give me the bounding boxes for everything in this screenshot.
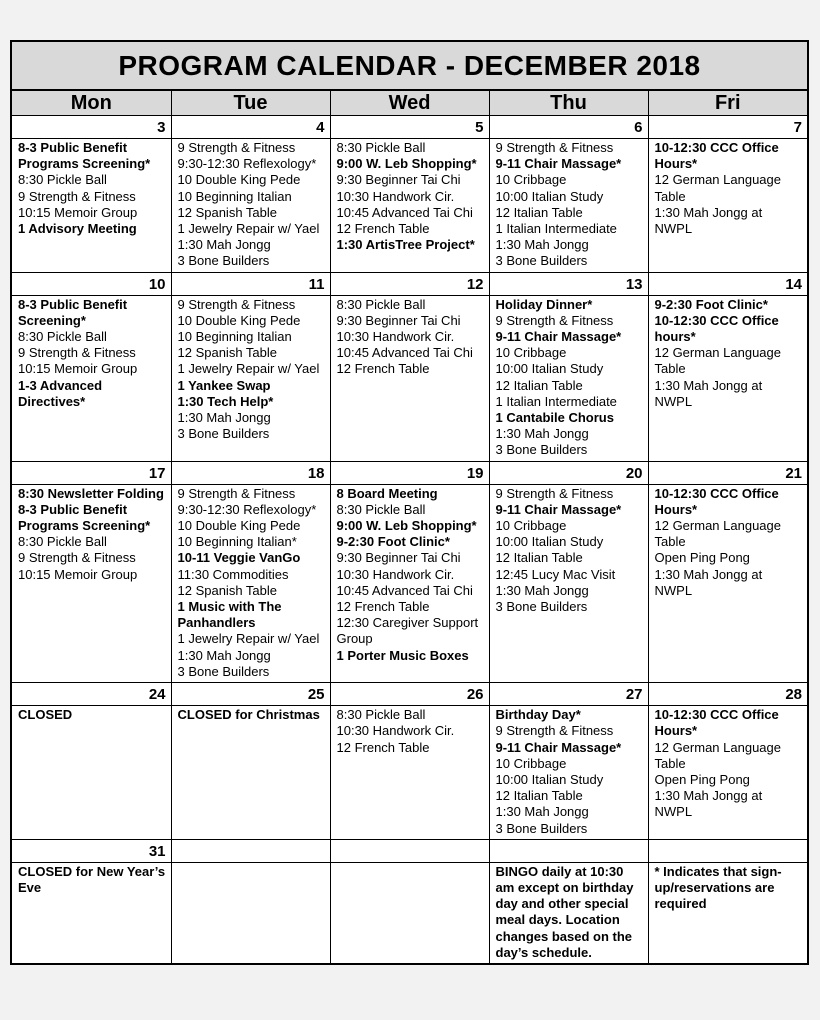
weekday-header: Wed — [330, 91, 489, 116]
event-entry: 10:15 Memoir Group — [18, 204, 138, 220]
event-entry: 9 Strength & Fitness — [177, 485, 296, 501]
day-entries — [172, 863, 330, 866]
event-entry: 1:30 Mah Jongg — [177, 237, 271, 253]
event-entry: 8:30 Pickle Ball — [336, 296, 426, 312]
day-number: 12 — [331, 273, 489, 296]
day-entries — [490, 296, 648, 461]
day-number — [331, 840, 489, 863]
day-cell — [12, 461, 171, 682]
day-cell — [648, 116, 807, 273]
event-entry: 12 Spanish Table — [177, 204, 278, 220]
calendar-title: PROGRAM CALENDAR - DECEMBER 2018 — [12, 42, 807, 91]
event-entry: 9 Strength & Fitness — [495, 312, 614, 328]
day-cell — [489, 461, 648, 682]
day-cell — [648, 839, 807, 963]
day-cell — [489, 116, 648, 273]
week-row — [12, 461, 807, 682]
day-number: 11 — [172, 273, 330, 296]
day-entries — [649, 485, 808, 601]
event-entry: 3 Bone Builders — [495, 599, 588, 615]
day-cell — [489, 683, 648, 840]
event-entry: 9-11 Chair Massage* — [495, 156, 622, 172]
event-entry: 11:30 Commodities — [177, 566, 289, 582]
event-entry: 1 Jewelry Repair w/ Yael — [177, 221, 320, 237]
day-entries — [172, 485, 330, 682]
calendar-grid — [12, 91, 807, 963]
day-number: 18 — [172, 462, 330, 485]
event-entry: 3 Bone Builders — [495, 253, 588, 269]
day-cell — [171, 839, 330, 963]
event-entry: 9:00 W. Leb Shopping* — [336, 518, 477, 534]
event-entry: 9:30-12:30 Reflexology* — [177, 501, 317, 517]
week-row — [12, 116, 807, 273]
event-entry: 1-3 Advanced Directives* — [18, 377, 103, 409]
day-cell — [12, 272, 171, 461]
day-cell — [330, 683, 489, 840]
day-number: 28 — [649, 683, 808, 706]
event-entry: 12 Italian Table — [495, 788, 583, 804]
event-entry: 1 Jewelry Repair w/ Yael — [177, 361, 320, 377]
event-entry: 1:30 Tech Help* — [177, 393, 274, 409]
event-entry: Open Ping Pong — [654, 771, 750, 787]
event-entry: 12 Spanish Table — [177, 582, 278, 598]
event-entry: 1:30 Mah Jongg — [177, 647, 271, 663]
day-entries — [331, 863, 489, 866]
event-entry: 10 Beginning Italian — [177, 329, 292, 345]
day-number: 10 — [12, 273, 171, 296]
event-entry: 3 Bone Builders — [495, 442, 588, 458]
day-entries — [649, 706, 808, 822]
event-entry: 9-11 Chair Massage* — [495, 329, 622, 345]
event-entry: 10 Double King Pede — [177, 172, 301, 188]
event-entry: 9 Strength & Fitness — [177, 296, 296, 312]
weekday-header: Tue — [171, 91, 330, 116]
event-entry: 1:30 Mah Jongg — [495, 237, 589, 253]
event-entry: 8-3 Public Benefit Programs Screening* — [18, 140, 151, 172]
event-entry: BINGO daily at 10:30 am except on birthday day and other special meal days. Location changes based on the day’s schedule. — [495, 863, 634, 960]
event-entry: 10:45 Advanced Tai Chi — [336, 345, 473, 361]
week-row — [12, 839, 807, 963]
event-entry: 10 Double King Pede — [177, 312, 301, 328]
day-cell — [330, 839, 489, 963]
event-entry: 8:30 Pickle Ball — [336, 707, 426, 723]
event-entry: 9 Strength & Fitness — [177, 140, 296, 155]
day-entries — [331, 706, 489, 758]
event-entry: 10:00 Italian Study — [495, 534, 604, 550]
event-entry: 1:30 ArtisTree Project* — [336, 237, 475, 253]
event-entry: 12 Italian Table — [495, 204, 583, 220]
event-entry: 9-2:30 Foot Clinic* — [336, 534, 450, 550]
event-entry: 8-3 Public Benefit Programs Screening* — [18, 501, 151, 534]
event-entry: 1:30 Mah Jongg at NWPL — [654, 204, 763, 237]
event-entry: 10-12:30 CCC Office Hours* — [654, 485, 779, 517]
event-entry: 1 Jewelry Repair w/ Yael — [177, 631, 320, 647]
day-entries — [331, 485, 489, 666]
weekday-header: Fri — [648, 91, 807, 116]
week-row — [12, 272, 807, 461]
event-entry: 9 Strength & Fitness — [495, 485, 614, 501]
event-entry: 3 Bone Builders — [177, 426, 270, 442]
day-entries — [649, 296, 808, 412]
event-entry: 12 French Table — [336, 739, 430, 755]
event-entry: CLOSED — [18, 707, 73, 723]
event-entry: 1:30 Mah Jongg — [495, 582, 589, 598]
program-calendar — [10, 40, 809, 965]
event-entry: 10-12:30 CCC Office Hours* — [654, 140, 779, 172]
event-entry: 12 German Language Table — [654, 172, 781, 204]
day-cell — [330, 461, 489, 682]
event-entry: 10 Cribbage — [495, 755, 567, 771]
day-cell — [171, 272, 330, 461]
event-entry: 3 Bone Builders — [177, 253, 270, 269]
day-cell — [489, 272, 648, 461]
event-entry: 10-12:30 CCC Office Hours* — [654, 707, 779, 739]
event-entry: 9:00 W. Leb Shopping* — [336, 156, 477, 172]
day-cell — [330, 272, 489, 461]
event-entry: 10:45 Advanced Tai Chi — [336, 204, 473, 220]
event-entry: 10:30 Handwork Cir. — [336, 566, 455, 582]
event-entry: 8:30 Pickle Ball — [18, 172, 107, 188]
event-entry: 9:30 Beginner Tai Chi — [336, 312, 461, 328]
event-entry: 1 Italian Intermediate — [495, 393, 617, 409]
day-number: 5 — [331, 116, 489, 139]
day-entries — [12, 296, 171, 412]
event-entry: 9 Strength & Fitness — [495, 140, 614, 155]
event-entry: 8:30 Pickle Ball — [18, 329, 107, 345]
day-cell — [648, 683, 807, 840]
event-entry: 12 German Language Table — [654, 739, 781, 771]
day-entries — [490, 139, 648, 272]
day-number: 24 — [12, 683, 171, 706]
day-entries — [172, 296, 330, 445]
event-entry: 12 Italian Table — [495, 377, 583, 393]
event-entry: Birthday Day* — [495, 707, 581, 723]
day-entries — [12, 863, 171, 898]
event-entry: 9-2:30 Foot Clinic* — [654, 296, 768, 312]
day-number: 13 — [490, 273, 648, 296]
event-entry: 12 Spanish Table — [177, 345, 278, 361]
event-entry: 10 Double King Pede — [177, 518, 301, 534]
day-cell — [171, 461, 330, 682]
event-entry: * Indicates that sign-up/reservations are required — [654, 863, 782, 912]
event-entry: 8-3 Public Benefit Screening* — [18, 296, 128, 328]
event-entry: 1:30 Mah Jongg at NWPL — [654, 566, 763, 598]
event-entry: 12 German Language Table — [654, 518, 781, 550]
event-entry: 9 Strength & Fitness — [18, 188, 136, 204]
day-cell — [12, 683, 171, 840]
day-number: 17 — [12, 462, 171, 485]
day-cell — [171, 116, 330, 273]
event-entry: 1:30 Mah Jongg — [495, 804, 589, 820]
event-entry: 1 Music with The Panhandlers — [177, 599, 282, 631]
weekday-header-row — [12, 91, 807, 116]
day-entries — [331, 139, 489, 255]
day-number: 31 — [12, 840, 171, 863]
event-entry: 10:15 Memoir Group — [18, 566, 138, 582]
event-entry: CLOSED for Christmas — [177, 707, 320, 723]
event-entry: 10:00 Italian Study — [495, 188, 604, 204]
day-cell — [648, 461, 807, 682]
event-entry: 9 Strength & Fitness — [18, 345, 136, 361]
event-entry: 9 Strength & Fitness — [18, 550, 136, 566]
day-entries — [12, 139, 171, 239]
day-number: 4 — [172, 116, 330, 139]
week-row — [12, 683, 807, 840]
event-entry: 12 German Language Table — [654, 345, 781, 377]
day-entries — [649, 139, 808, 239]
event-entry: 1 Advisory Meeting — [18, 221, 137, 237]
day-number: 3 — [12, 116, 171, 139]
event-entry: 10-12:30 CCC Office hours* — [654, 312, 779, 345]
day-entries — [490, 485, 648, 618]
event-entry: 10:45 Advanced Tai Chi — [336, 582, 473, 598]
event-entry: 9:30 Beginner Tai Chi — [336, 172, 461, 188]
event-entry: 1:30 Mah Jongg at NWPL — [654, 377, 763, 409]
event-entry: Open Ping Pong — [654, 550, 750, 566]
day-cell — [171, 683, 330, 840]
event-entry: 1 Cantabile Chorus — [495, 410, 614, 426]
event-entry: CLOSED for New Year’s Eve — [18, 863, 166, 895]
day-number: 21 — [649, 462, 808, 485]
event-entry: 10:15 Memoir Group — [18, 361, 138, 377]
event-entry: 12 French Table — [336, 221, 430, 237]
event-entry: Holiday Dinner* — [495, 296, 593, 312]
event-entry: 9-11 Chair Massage* — [495, 501, 622, 517]
event-entry: 10 Cribbage — [495, 172, 567, 188]
day-entries — [12, 485, 171, 585]
event-entry: 1:30 Mah Jongg — [177, 410, 271, 426]
event-entry: 12:45 Lucy Mac Visit — [495, 566, 616, 582]
day-entries — [490, 706, 648, 839]
day-number: 26 — [331, 683, 489, 706]
day-entries — [490, 863, 648, 963]
event-entry: 1:30 Mah Jongg at NWPL — [654, 788, 763, 820]
event-entry: 10:30 Handwork Cir. — [336, 723, 455, 739]
event-entry: 9:30-12:30 Reflexology* — [177, 156, 317, 172]
event-entry: 9 Strength & Fitness — [495, 723, 614, 739]
day-number: 7 — [649, 116, 808, 139]
day-number: 6 — [490, 116, 648, 139]
day-cell — [12, 116, 171, 273]
day-entries — [172, 706, 330, 725]
calendar-body — [12, 116, 807, 963]
day-number: 19 — [331, 462, 489, 485]
day-number: 14 — [649, 273, 808, 296]
event-entry: 10 Cribbage — [495, 345, 567, 361]
day-number — [490, 840, 648, 863]
event-entry: 12 Italian Table — [495, 550, 583, 566]
day-entries — [172, 139, 330, 272]
event-entry: 10 Beginning Italian* — [177, 534, 297, 550]
event-entry: 9-11 Chair Massage* — [495, 739, 622, 755]
day-number — [172, 840, 330, 863]
weekday-header: Mon — [12, 91, 171, 116]
day-cell — [12, 839, 171, 963]
event-entry: 8:30 Pickle Ball — [336, 140, 426, 155]
event-entry: 1 Porter Music Boxes — [336, 647, 469, 663]
event-entry: 12 French Table — [336, 361, 430, 377]
day-number: 20 — [490, 462, 648, 485]
event-entry: 10:30 Handwork Cir. — [336, 188, 455, 204]
event-entry: 8:30 Pickle Ball — [18, 534, 107, 550]
event-entry: 8:30 Pickle Ball — [336, 501, 426, 517]
event-entry: 10:30 Handwork Cir. — [336, 329, 455, 345]
event-entry: 8 Board Meeting — [336, 485, 438, 501]
day-number: 25 — [172, 683, 330, 706]
event-entry: 9:30 Beginner Tai Chi — [336, 550, 461, 566]
event-entry: 1 Italian Intermediate — [495, 221, 617, 237]
day-entries — [331, 296, 489, 380]
event-entry: 10-11 Veggie VanGo — [177, 550, 301, 566]
event-entry: 10 Beginning Italian — [177, 188, 292, 204]
weekday-header: Thu — [489, 91, 648, 116]
day-number — [649, 840, 808, 863]
day-number: 27 — [490, 683, 648, 706]
event-entry: 12 French Table — [336, 599, 430, 615]
event-entry: 10 Cribbage — [495, 518, 567, 534]
day-cell — [330, 116, 489, 273]
event-entry: 1 Yankee Swap — [177, 377, 271, 393]
event-entry: 1:30 Mah Jongg — [495, 426, 589, 442]
event-entry: 8:30 Newsletter Folding — [18, 485, 164, 501]
event-entry: 10:00 Italian Study — [495, 361, 604, 377]
event-entry: 3 Bone Builders — [177, 663, 270, 679]
day-cell — [489, 839, 648, 963]
event-entry: 10:00 Italian Study — [495, 771, 604, 787]
day-entries — [649, 863, 808, 915]
event-entry: 12:30 Caregiver Support Group — [336, 615, 479, 647]
event-entry: 3 Bone Builders — [495, 820, 588, 836]
day-cell — [648, 272, 807, 461]
day-entries — [12, 706, 171, 725]
